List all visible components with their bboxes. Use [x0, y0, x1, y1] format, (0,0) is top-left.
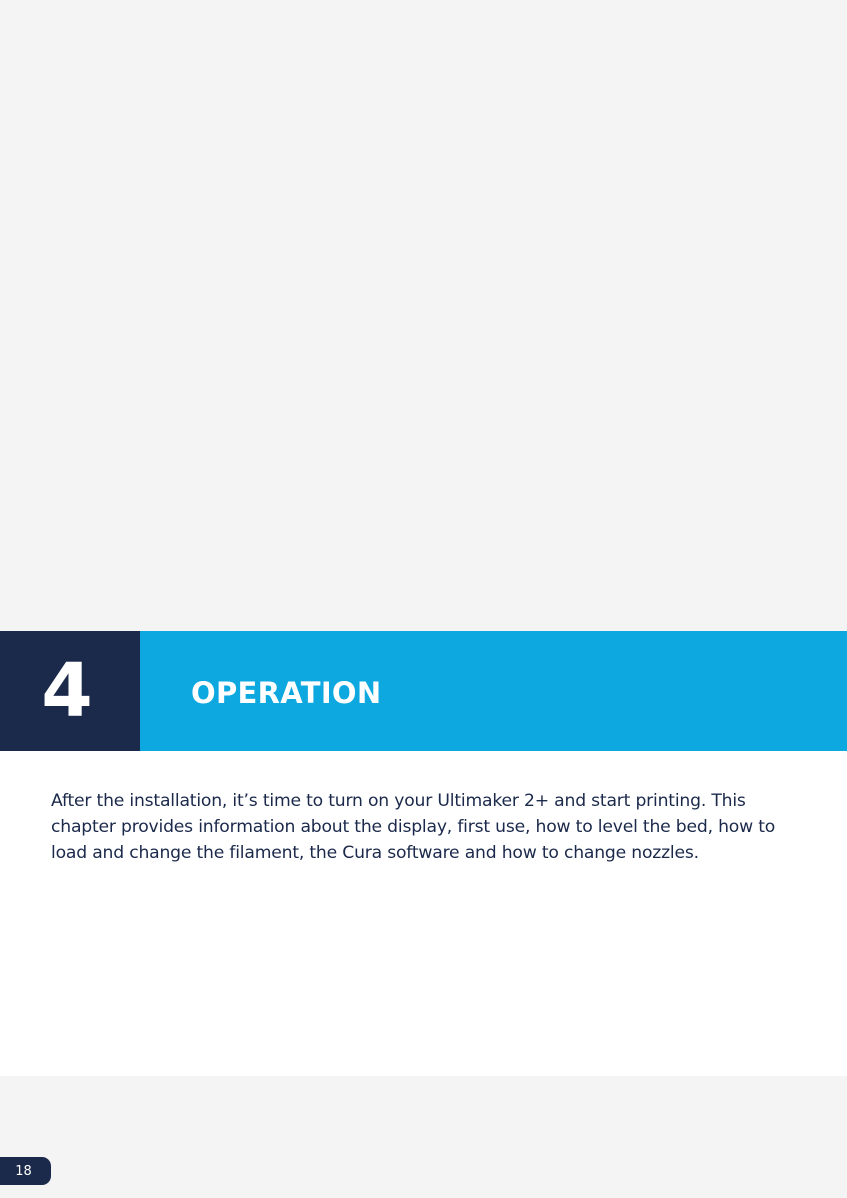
page-number-tab	[0, 1157, 51, 1185]
chapter-intro-section	[0, 751, 847, 1076]
page-footer	[0, 1076, 847, 1198]
chapter-number: 4	[41, 648, 91, 734]
chapter-title-box	[140, 631, 847, 751]
page-number: 18	[15, 1163, 32, 1179]
chapter-title: OPERATION	[191, 676, 382, 710]
chapter-intro-paragraph: After the installation, it’s time to turn on your Ultimaker 2+ and start printing. This chapter provides information about the display, first use, how to level the bed, how to load and change the filament, the Cura software and how to change nozzles.	[51, 791, 776, 863]
chapter-header-band	[0, 631, 847, 751]
chapter-number-box	[0, 631, 140, 751]
